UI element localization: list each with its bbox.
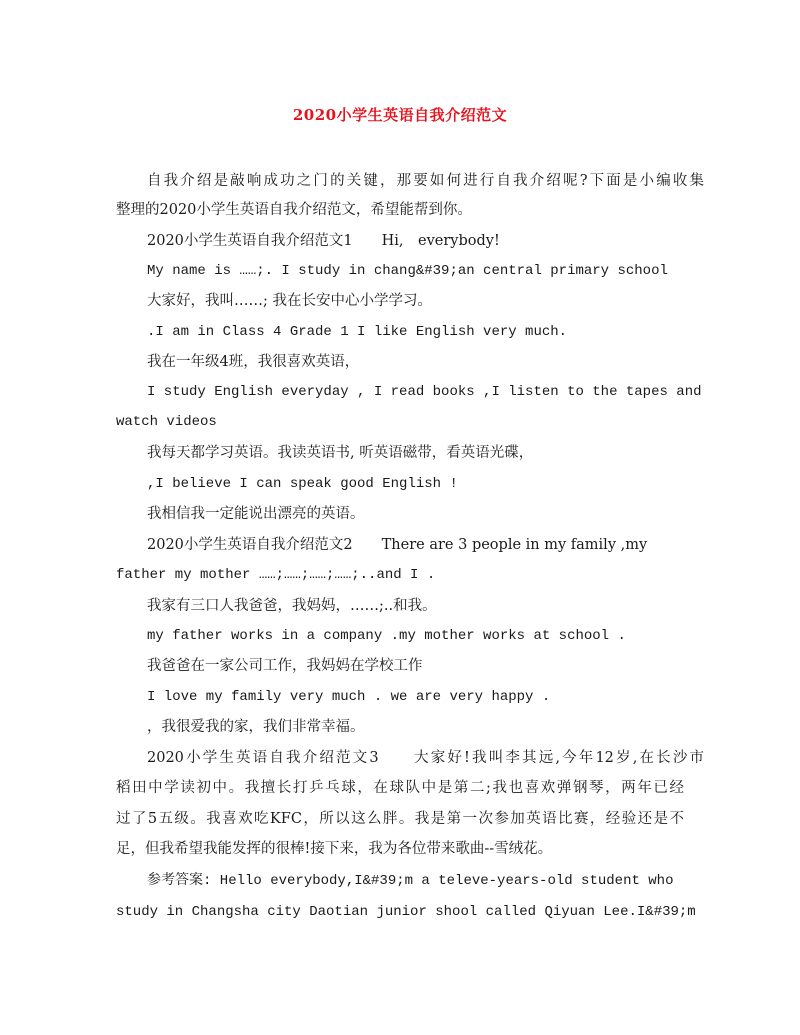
paragraph-line: 2020小学生英语自我介绍范文1 Hi, everybody! xyxy=(147,233,500,249)
paragraph-line: study in Changsha city Daotian junior shool called Qiyuan Lee.I&#39;m xyxy=(116,904,696,920)
paragraph-line: 我在一年级4班，我很喜欢英语， xyxy=(147,354,360,370)
paragraph-line: ，我很爱我的家，我们非常幸福。 xyxy=(147,719,365,735)
paragraph-line: 2020小学生英语自我介绍范文3 大家好!我叫李其远,今年12岁,在长沙市 xyxy=(147,750,704,766)
paragraph-line: 大家好，我叫……; 我在长安中心小学学习。 xyxy=(147,293,432,309)
paragraph-line: father my mother ……;……;……;……;..and I . xyxy=(116,567,436,583)
paragraph-line: 足，但我希望我能发挥的很棒!接下来，我为各位带来歌曲--雪绒花。 xyxy=(116,841,553,857)
paragraph-line: 我相信我一定能说出漂亮的英语。 xyxy=(147,506,365,522)
paragraph-line: .I am in Class 4 Grade 1 I like English very much. xyxy=(147,324,568,340)
paragraph-line: My name is ……;. I study in chang&#39;an central primary school xyxy=(147,263,668,279)
paragraph-line: 我爸爸在一家公司工作，我妈妈在学校工作 xyxy=(147,658,423,674)
paragraph-line: 我每天都学习英语。我读英语书, 听英语磁带，看英语光碟， xyxy=(147,445,534,461)
paragraph-line: 过了5五级。我喜欢吃KFC，所以这么胖。我是第一次参加英语比赛，经验还是不 xyxy=(116,811,684,827)
paragraph-line: 2020小学生英语自我介绍范文2 There are 3 people in my family ,my xyxy=(147,537,648,553)
paragraph-line: my father works in a company .my mother works at school . xyxy=(147,628,626,644)
document-title: 2020小学生英语自我介绍范文 xyxy=(292,106,508,124)
paragraph-line: 我家有三口人我爸爸，我妈妈，……;..和我。 xyxy=(147,598,437,614)
paragraph-line: ,I believe I can speak good English ! xyxy=(147,476,458,492)
paragraph-line: 稻田中学读初中。我擅长打乒乓球，在球队中是第二;我也喜欢弹钢琴，两年已经 xyxy=(116,780,684,796)
paragraph-line: 自我介绍是敲响成功之门的关键，那要如何进行自我介绍呢?下面是小编收集 xyxy=(147,173,704,189)
paragraph-line: I study English everyday , I read books ,I listen to the tapes and xyxy=(147,384,702,400)
paragraph-line: 参考答案: Hello everybody,I&#39;m a televe-years-old student who xyxy=(147,873,674,889)
paragraph-line: watch videos xyxy=(116,414,217,430)
paragraph-line: 整理的2020小学生英语自我介绍范文，希望能帮到你。 xyxy=(116,202,472,218)
paragraph-line: I love my family very much . we are very happy . xyxy=(147,689,551,705)
